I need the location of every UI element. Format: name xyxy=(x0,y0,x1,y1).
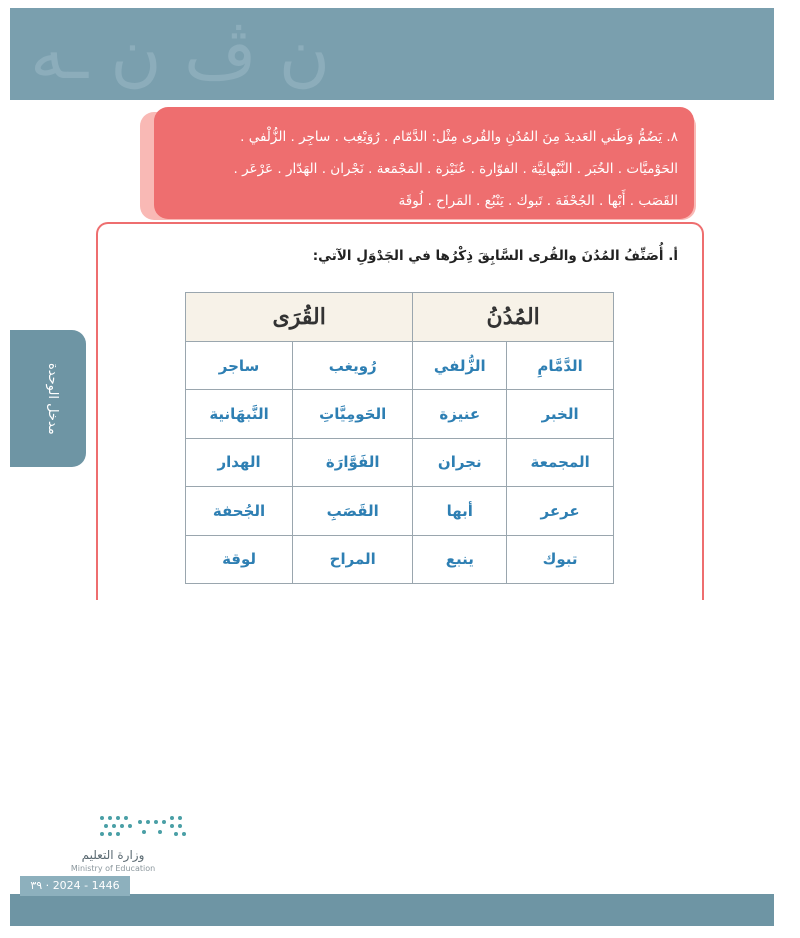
table-cell[interactable]: أبها xyxy=(413,487,507,535)
ministry-logo-dots xyxy=(98,812,188,840)
table-cell[interactable]: تبوك xyxy=(507,535,614,583)
table-cell[interactable]: الهدار xyxy=(186,438,293,486)
table-cell[interactable]: الفَوَّارَة xyxy=(293,438,413,486)
page-edge xyxy=(774,0,800,110)
ministry-name-en: Ministry of Education xyxy=(70,864,156,873)
table-cell[interactable]: الزُّلفي xyxy=(413,342,507,390)
table-cell[interactable]: المجمعة xyxy=(507,438,614,486)
ministry-name xyxy=(58,848,168,876)
table-cell[interactable]: المراح xyxy=(293,535,413,583)
table-cell[interactable]: النَّبهَانية xyxy=(186,390,293,438)
header-cities: المُدُنُ xyxy=(413,293,614,342)
table-cell[interactable]: عرعر xyxy=(507,487,614,535)
unit-intro-label: مدخل الوحدة xyxy=(45,362,60,435)
table-cell[interactable]: القَصَبِ xyxy=(293,487,413,535)
header-villages: القُرَى xyxy=(186,293,413,342)
question-line-3: القَصَب . أَبْها . الجُحْفَة . تَبوك . يَنْبُع . المَراح . لُوقَة xyxy=(398,193,678,209)
table-row xyxy=(186,390,614,438)
table-cell[interactable]: رُويغب xyxy=(293,342,413,390)
unit-intro-tab[interactable] xyxy=(10,330,86,467)
question-line-2: الحَوْميَّات . الخُبَر . النَّبْهانِيَّة . الفوّارة . عُنَيْزة . المَجْمَعة . نَجْران . الهَدّار . عَرْعَر . xyxy=(233,161,678,177)
table-cell[interactable]: ساجر xyxy=(186,342,293,390)
instruction-text: أ. أُصَنِّفُ المُدُنَ والقُرى السَّابِقَ ذِكْرُها في الجَدْوَلِ الآتي: xyxy=(312,248,678,264)
table-cell[interactable]: الخبر xyxy=(507,390,614,438)
ministry-name-ar: وزارة التعليم xyxy=(81,848,145,862)
table-cell[interactable]: ينبع xyxy=(413,535,507,583)
table-cell[interactable]: نجران xyxy=(413,438,507,486)
table-row xyxy=(186,487,614,535)
academic-year: 2024 - 1446 xyxy=(52,879,120,892)
page-number: ٣٩ · 2024 - 1446 xyxy=(20,876,130,896)
table-cell[interactable]: لوقة xyxy=(186,535,293,583)
calligraphy-pattern: ن ڤ ن ـه xyxy=(30,13,331,95)
question-line-1: ٨. يَضُمُّ وَطَني العَديدَ مِنَ المُدُنِ والقُرى مِثْل: الدَّمّام . رُوَيْغِب . ساجِر . الزُّلْفي . xyxy=(240,129,678,145)
table-cell[interactable]: الجُحفة xyxy=(186,487,293,535)
classification-table xyxy=(185,292,614,584)
page-number-value: ٣٩ xyxy=(30,879,43,892)
table-row xyxy=(186,342,614,390)
table-cell[interactable]: الحَومِيَّاتِ xyxy=(293,390,413,438)
table-cell[interactable]: الدَّمَّامِ xyxy=(507,342,614,390)
table-row xyxy=(186,438,614,486)
table-header-row xyxy=(186,293,614,342)
bottom-decorative-band xyxy=(10,894,774,926)
question-box xyxy=(154,107,694,219)
top-decorative-band xyxy=(10,8,774,100)
frame-fade xyxy=(96,600,706,890)
table-cell[interactable]: عنيزة xyxy=(413,390,507,438)
table-row xyxy=(186,535,614,583)
